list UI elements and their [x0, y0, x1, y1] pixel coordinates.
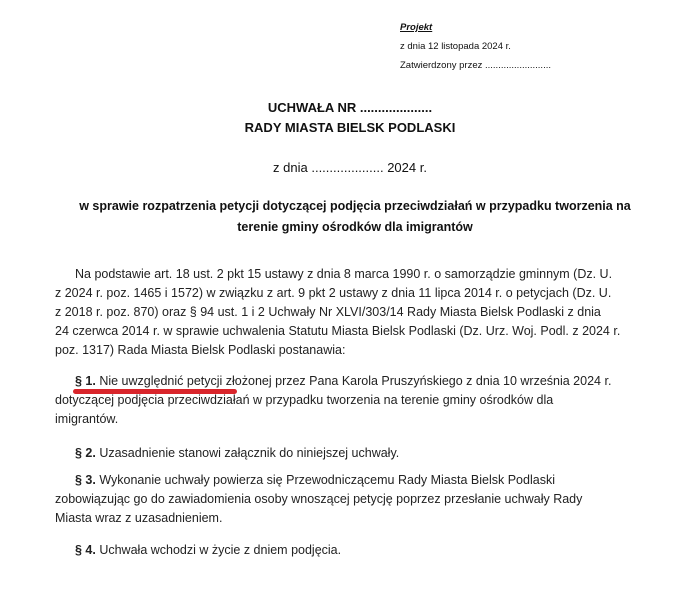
paragraph-line: z 2018 r. poz. 870) oraz § 94 ust. 1 i 2 Uchwały Nr XLVI/303/14 Rady Miasta Bielsk Podlaski z dnia: [55, 305, 601, 319]
section-marker: § 2.: [75, 446, 96, 460]
resolution-subject: [60, 196, 650, 238]
paragraph-line: [55, 372, 611, 391]
paragraph-line: z 2024 r. poz. 1465 i 1572) w związku z art. 9 pkt 2 ustawy z dnia 11 lipca 2014 r. o petycjach (Dz. U.: [55, 286, 612, 300]
legal-basis-paragraph: [55, 265, 620, 360]
section-3: [55, 471, 582, 528]
paragraph-line: poz. 1317) Rada Miasta Bielsk Podlaski postanawia:: [55, 343, 346, 357]
section-marker: § 4.: [75, 543, 96, 557]
projekt-label: Projekt: [400, 22, 433, 33]
subject-line: terenie gminy ośrodków dla imigrantów: [237, 220, 473, 234]
section-text: Uzasadnienie stanowi załącznik do niniejszej uchwały.: [95, 446, 400, 460]
paragraph-line: [55, 541, 341, 560]
paragraph-line: [55, 471, 582, 490]
section-4: [55, 541, 341, 560]
paragraph-line: dotyczącej podjęcia przeciwdziałań w przypadku tworzenia na terenie gminy ośrodków dla: [55, 393, 554, 407]
paragraph-line: Miasta wraz z uzasadnieniem.: [55, 511, 223, 525]
section-marker: § 3.: [75, 473, 96, 487]
paragraph-line: imigrantów.: [55, 412, 119, 426]
paragraph-line: [55, 444, 399, 463]
resolution-number-title: UCHWAŁA NR ....................: [267, 100, 433, 115]
document-header-meta: [400, 18, 551, 75]
header-approved: Zatwierdzony przez .........................: [400, 60, 551, 71]
paragraph-line: zobowiązując go do zawiadomienia osoby wnoszącej petycję poprzez przesłanie uchwały Rady: [55, 492, 583, 506]
subject-line: w sprawie rozpatrzenia petycji dotyczącej podjęcia przeciwdziałań w przypadku tworzenia na: [79, 199, 631, 213]
paragraph-line: 24 czerwca 2014 r. w sprawie uchwalenia Statutu Miasta Bielsk Podlaski (Dz. Urz. Woj. Podl. z 2024 r.: [55, 324, 621, 338]
header-date: z dnia 12 listopada 2024 r.: [400, 41, 511, 52]
section-marker: § 1.: [75, 374, 96, 388]
section-text: Wykonanie uchwały powierza się Przewodniczącemu Rady Miasta Bielsk Podlaski: [95, 473, 555, 487]
resolution-date: z dnia .................... 2024 r.: [273, 160, 427, 175]
council-name-title: RADY MIASTA BIELSK PODLASKI: [244, 120, 456, 135]
paragraph-line: Na podstawie art. 18 ust. 2 pkt 15 ustawy z dnia 8 marca 1990 r. o samorządzie gminnym (Dz. U.: [75, 267, 613, 281]
section-text: Nie uwzględnić petycji złożonej przez Pana Karola Pruszyńskiego z dnia 10 września 2024 r.: [95, 374, 612, 388]
section-2: [55, 444, 399, 463]
section-text: Uchwała wchodzi w życie z dniem podjęcia.: [95, 543, 342, 557]
section-1: [55, 372, 611, 429]
